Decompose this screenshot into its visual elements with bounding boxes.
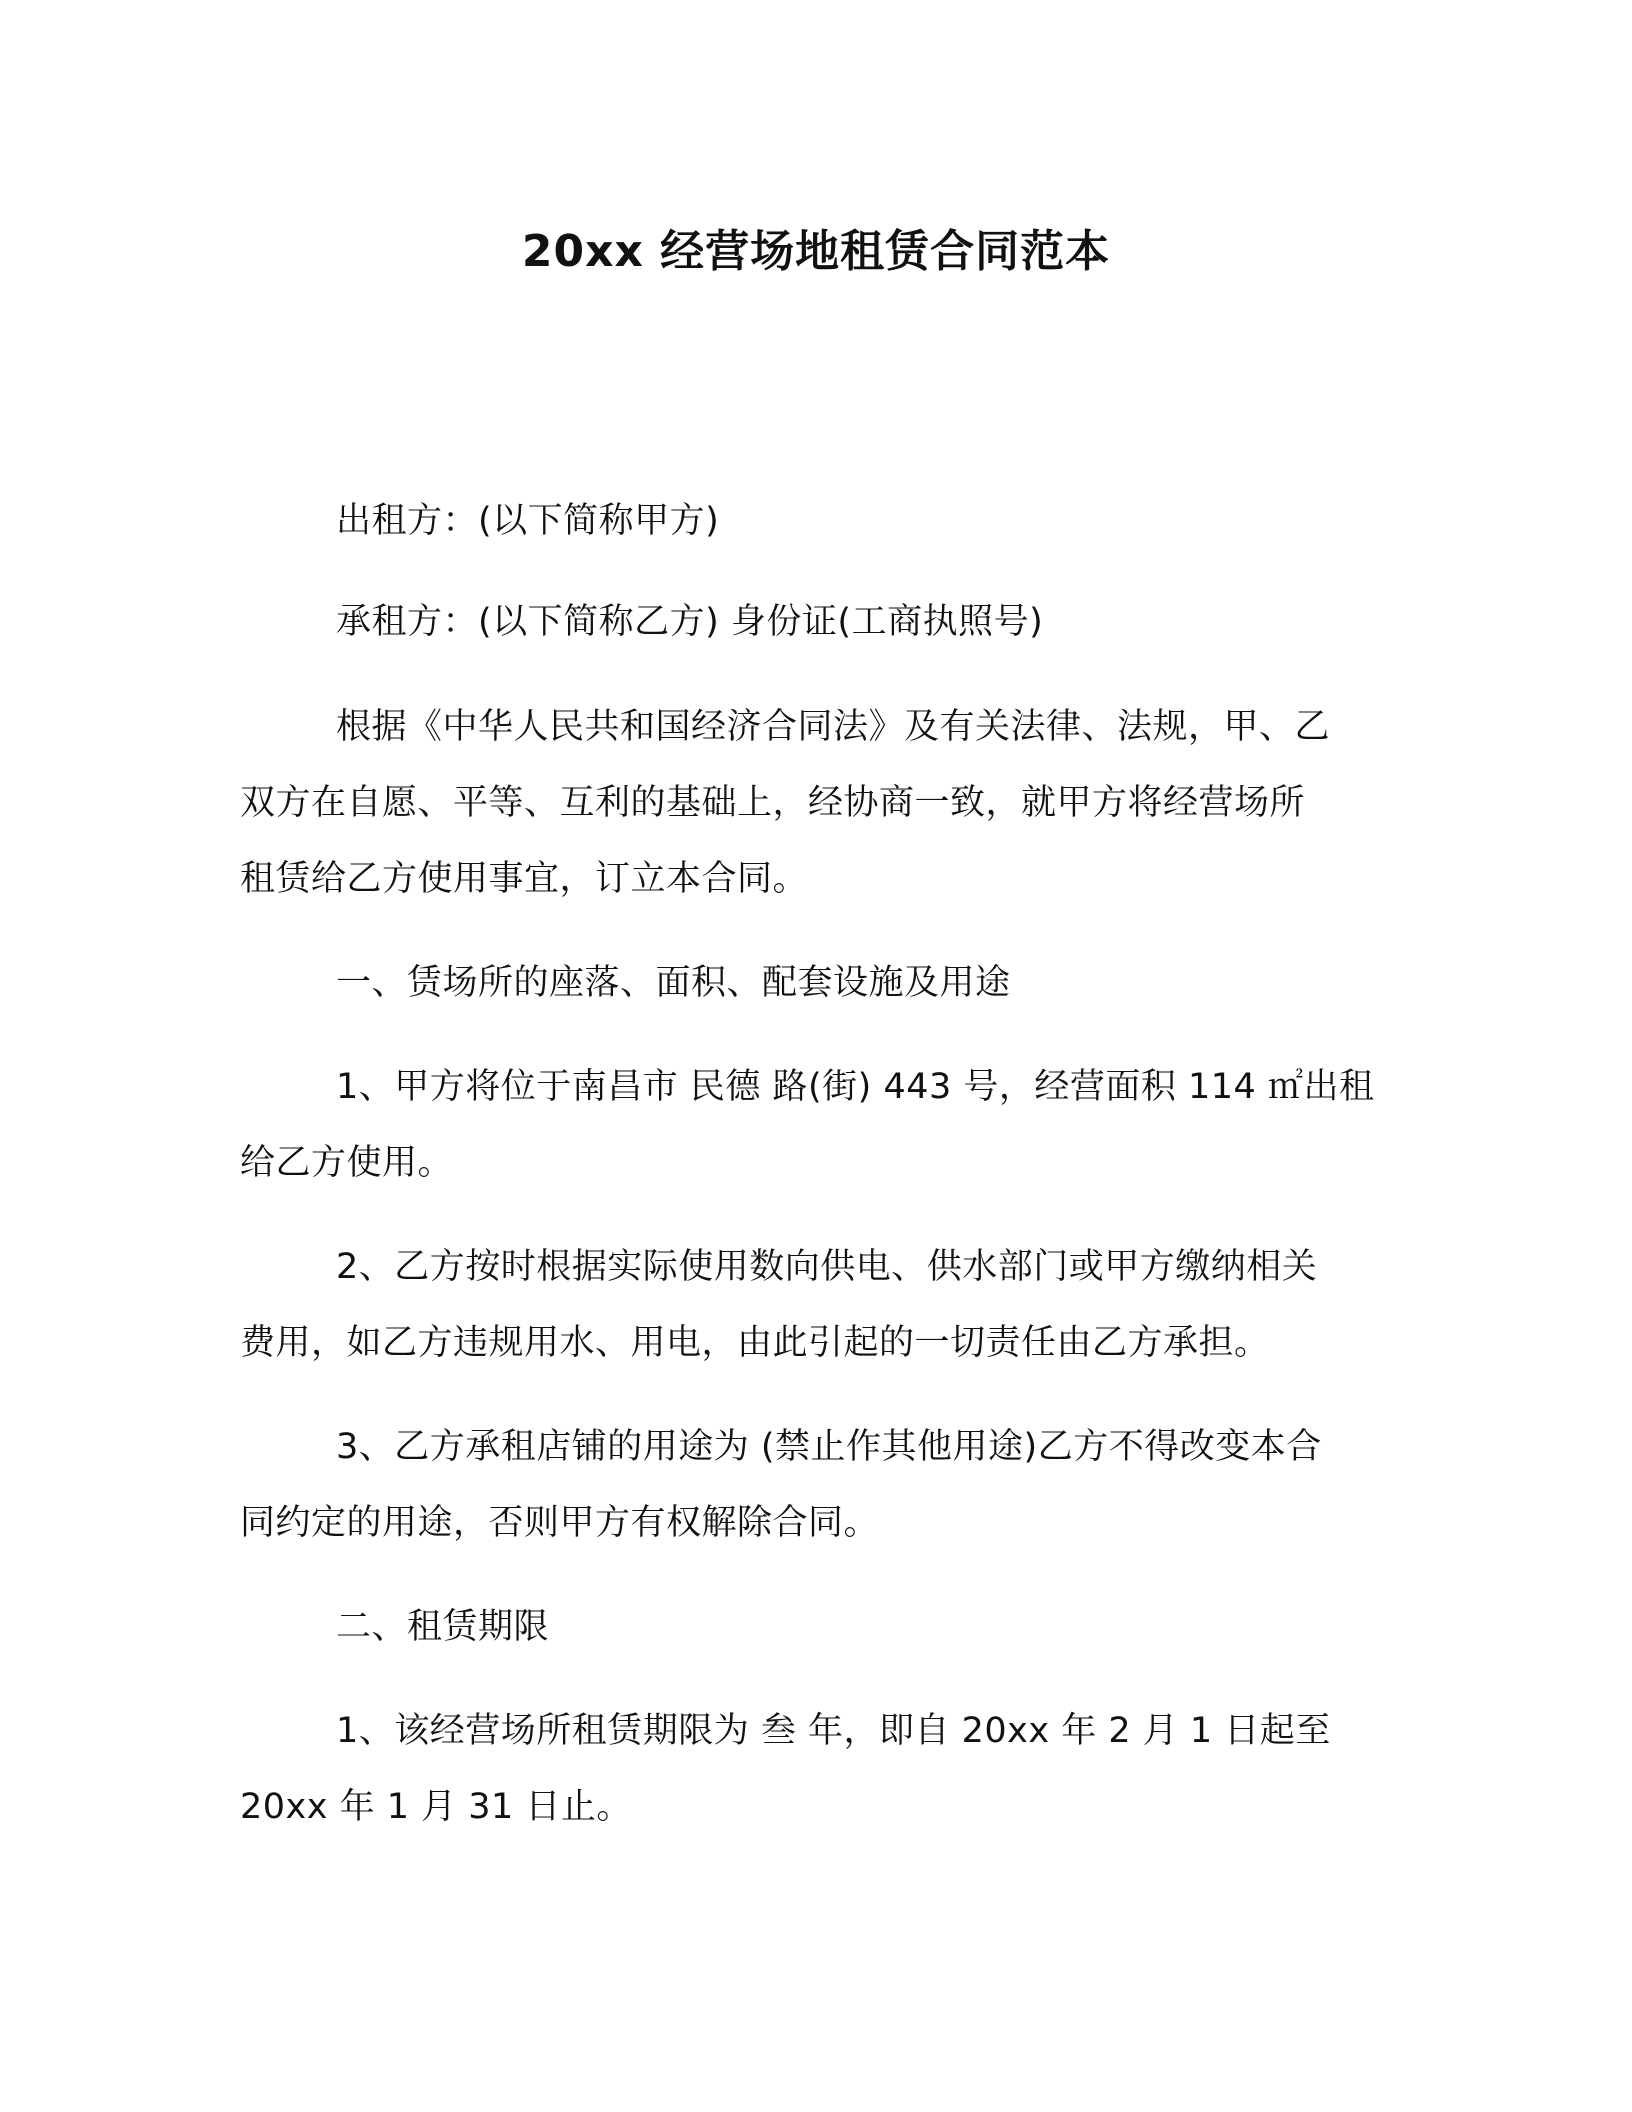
section-1-heading: 一、赁场所的座落、面积、配套设施及用途 <box>336 963 1011 1003</box>
preamble-line-1: 根据《中华人民共和国经济合同法》及有关法律、法规，甲、乙 <box>336 707 1331 747</box>
clause-1-1-line-2: 给乙方使用。 <box>240 1143 454 1183</box>
clause-1-3-line-2: 同约定的用途，否则甲方有权解除合同。 <box>240 1503 880 1543</box>
lessor-line: 出租方：(以下简称甲方) <box>336 501 720 541</box>
clause-2-1-line-1: 1、该经营场所租赁期限为 叁 年，即自 20xx 年 2 月 1 日起至 <box>336 1711 1331 1751</box>
clause-1-1-line-1: 1、甲方将位于南昌市 民德 路(街) 443 号，经营面积 114 ㎡出租 <box>336 1067 1375 1107</box>
clause-1-2-line-1: 2、乙方按时根据实际使用数向供电、供水部门或甲方缴纳相关 <box>336 1247 1318 1287</box>
clause-1-2-line-2: 费用，如乙方违规用水、用电，由此引起的一切责任由乙方承担。 <box>240 1323 1270 1363</box>
preamble-line-3: 租赁给乙方使用事宜，订立本合同。 <box>240 859 809 899</box>
clause-2-1-line-2: 20xx 年 1 月 31 日止。 <box>240 1787 632 1827</box>
document-title: 20xx 经营场地租赁合同范本 <box>521 226 1111 277</box>
clause-1-3-line-1: 3、乙方承租店铺的用途为 (禁止作其他用途)乙方不得改变本合 <box>336 1427 1322 1467</box>
lessee-line: 承租方：(以下简称乙方) 身份证(工商执照号) <box>336 602 1044 642</box>
section-2-heading: 二、租赁期限 <box>336 1607 550 1647</box>
preamble-line-2: 双方在自愿、平等、互利的基础上，经协商一致，就甲方将经营场所 <box>240 783 1306 823</box>
